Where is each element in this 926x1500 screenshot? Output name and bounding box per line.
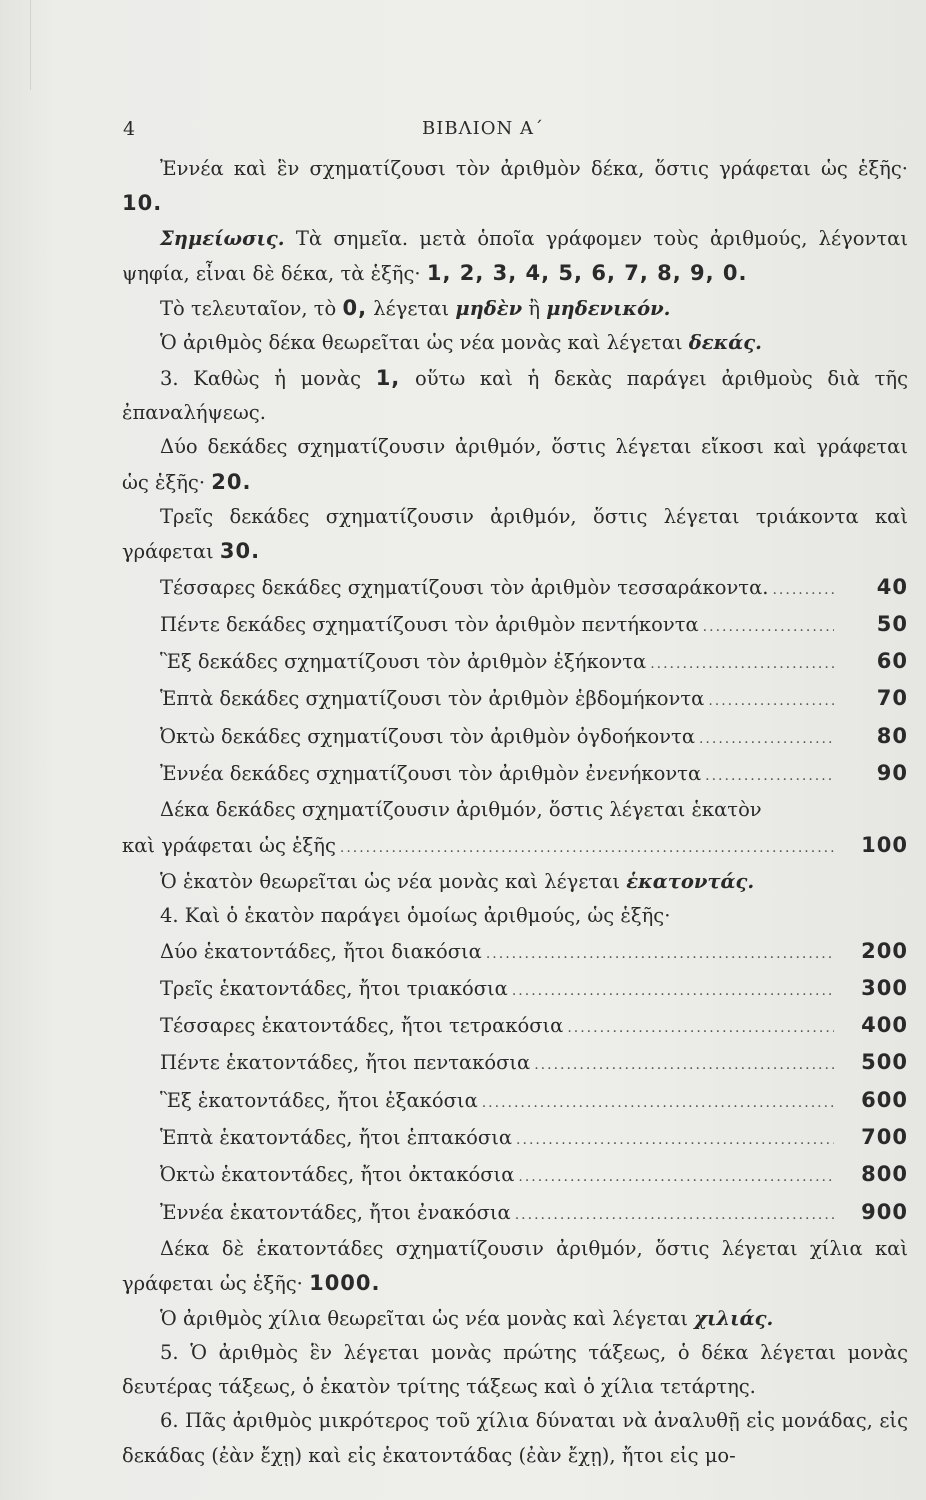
paragraph-section-3 (122, 361, 908, 431)
dot-leader (699, 722, 834, 756)
dot-leader (705, 759, 834, 793)
item-number: 40 (876, 574, 908, 599)
list-item (122, 934, 908, 971)
item-label: Ἓξ δεκάδες σχηματίζουσι τὸν ἀριθμὸν ἑξήκοντα (160, 650, 647, 674)
dot-leader (340, 831, 834, 865)
paragraph-hekatontas (122, 865, 908, 899)
numeral-1: 1, (375, 365, 401, 390)
term-hekatontas: ἑκατοντάς. (626, 869, 755, 893)
item-number: 600 (861, 1087, 908, 1112)
digits-list: 1, 2, 3, 4, 5, 6, 7, 8, 9, 0. (426, 260, 748, 285)
paragraph-twenty (122, 430, 908, 500)
text-segment: ἢ (528, 297, 541, 321)
item-number: 70 (876, 686, 908, 711)
item-label: Πέντε ἑκατοντάδες, ἤτοι πεντακόσια (160, 1051, 531, 1075)
item-label: Ὀκτὼ δεκάδες σχηματίζουσι τὸν ἀριθμὸν ὀγδοήκοντα (160, 724, 695, 748)
dot-leader (708, 684, 834, 718)
dot-leader (515, 1198, 834, 1232)
dot-leader (518, 1160, 834, 1194)
term-chilias: χιλιάς. (694, 1306, 774, 1330)
dot-leader (512, 974, 834, 1008)
item-label: Τέσσαρες δεκάδες σχηματίζουσι τὸν ἀριθμὸν τεσσαράκοντα. (160, 575, 769, 599)
list-item (122, 1195, 908, 1232)
text-segment: Τὸ τελευταῖον, τὸ (160, 297, 337, 321)
numeral-0: 0, (342, 296, 368, 321)
list-item (122, 971, 908, 1008)
dot-leader (516, 1123, 834, 1157)
item-label: καὶ γράφεται ὡς ἑξῆς (122, 833, 336, 857)
item-number: 80 (876, 723, 908, 748)
paragraph-dekas (122, 326, 908, 360)
dot-leader (486, 937, 834, 971)
list-item (122, 570, 908, 607)
item-label: Τέσσαρες ἑκατοντάδες, ἤτοι τετρακόσια (160, 1014, 564, 1038)
term-miden: μηδὲν (455, 297, 523, 321)
paragraph-text: Δέκα δὲ ἑκατοντάδες σχηματίζουσιν ἀριθμόν, ὅστις λέγεται χίλια καὶ γράφεται ὡς ἑξῆς· (122, 1236, 908, 1296)
item-number: 50 (876, 611, 908, 636)
folded-corner (0, 0, 31, 90)
list-item (122, 828, 908, 865)
list-item (122, 644, 908, 681)
paragraph-text: Ὁ ἀριθμὸς χίλια θεωρεῖται ὡς νέα μονὰς καὶ λέγεται (160, 1306, 689, 1330)
paragraph-zero (122, 291, 908, 326)
item-label: Ἑπτὰ δεκάδες σχηματίζουσι τὸν ἀριθμὸν ἑβδομήκοντα (160, 687, 705, 711)
paragraph-thirty (122, 500, 908, 570)
paragraph-chilias (122, 1302, 908, 1336)
paragraph-text: Ἐννέα καὶ ἓν σχηματίζουσι τὸν ἀριθμὸν δέκα, ὅστις γράφεται ὡς ἑξῆς· (160, 157, 908, 180)
list-item (122, 1045, 908, 1082)
item-number: 700 (861, 1125, 908, 1150)
term-midenikon: μηδενικόν. (546, 297, 671, 321)
item-number: 90 (876, 761, 908, 786)
numeral-30: 30. (219, 539, 261, 564)
item-label: Ὀκτὼ ἑκατοντάδες, ἤτοι ὀκτακόσια (160, 1163, 515, 1187)
list-item (122, 607, 908, 644)
list-item (122, 1008, 908, 1045)
item-number: 300 (861, 975, 908, 1000)
dot-leader (703, 610, 834, 644)
list-item (122, 1083, 908, 1120)
list-item (122, 719, 908, 756)
paragraph-text: Τρεῖς δεκάδες σχηματίζουσιν ἀριθμόν, ὅστις λέγεται τριάκοντα καὶ γράφεται (122, 504, 908, 564)
dot-leader (650, 647, 834, 681)
dot-leader (772, 573, 834, 607)
item-number: 800 (861, 1162, 908, 1187)
numeral-10: 10. (122, 191, 163, 216)
list-item (122, 1120, 908, 1157)
item-label: Ἑπτὰ ἑκατοντάδες, ἤτοι ἑπτακόσια (160, 1126, 513, 1150)
page-number: 4 (123, 118, 136, 140)
paragraph-thousand (122, 1232, 908, 1302)
dot-leader (482, 1086, 834, 1120)
item-label: Ἐννέα ἑκατοντάδες, ἤτοι ἐνακόσια (160, 1200, 511, 1224)
numeral-1000: 1000. (309, 1271, 381, 1296)
item-label: Ἐννέα δεκάδες σχηματίζουσι τὸν ἀριθμὸν ἐνενήκοντα (160, 762, 702, 786)
paragraph-text: Τὰ σημεῖα. μετὰ ὁποῖα γράφομεν τοὺς ἀριθμούς, λέγονται ψηφία, εἶναι δὲ δέκα, τὰ ἑξῆς· (122, 226, 908, 285)
item-number: 900 (861, 1199, 908, 1224)
paragraph-hundred-line1: Δέκα δεκάδες σχηματίζουσιν ἀριθμόν, ὅστις λέγεται ἑκατὸν (160, 798, 762, 822)
numeral-20: 20. (211, 469, 252, 494)
list-item (122, 756, 908, 793)
item-number: 100 (861, 832, 908, 857)
item-label: Πέντε δεκάδες σχηματίζουσι τὸν ἀριθμὸν πεντήκοντα (160, 612, 699, 636)
dot-leader (534, 1048, 834, 1082)
paragraph-text: Ὁ ἀριθμὸς δέκα θεωρεῖται ὡς νέα μονὰς καὶ λέγεται (160, 331, 683, 355)
text-segment: 3. Καθὼς ἡ μονὰς (160, 366, 361, 390)
paragraph-section-6: 6. Πᾶς ἀριθμὸς μικρότερος τοῦ χίλια δύναται νὰ ἀναλυθῇ εἰς μονάδας, εἰς δεκάδας (ἐὰν ἔχῃ) καὶ εἰς ἑκατοντάδας (ἐὰν ἔχῃ), ἤτοι εἰς μο- (122, 1409, 908, 1467)
paragraph-section-4: 4. Καὶ ὁ ἑκατὸν παράγει ὁμοίως ἀριθμούς, ὡς ἑξῆς· (160, 904, 671, 928)
note-title: Σημείωσις. (160, 226, 285, 250)
text-segment: λέγεται (373, 297, 450, 321)
text-segment: οὕτω καὶ ἡ δεκὰς παράγει ἀριθμοὺς διὰ τῆς ἐπαναλήψεως. (122, 366, 908, 425)
term-dekas: δεκάς. (688, 331, 762, 355)
dot-leader (567, 1011, 834, 1045)
item-label: Ἓξ ἑκατοντάδες, ἤτοι ἑξακόσια (160, 1088, 478, 1112)
paragraph-note (122, 222, 908, 292)
list-item (122, 1157, 908, 1194)
item-number: 200 (861, 938, 908, 963)
item-label: Δύο ἑκατοντάδες, ἤτοι διακόσια (160, 939, 482, 963)
item-number: 400 (861, 1013, 908, 1038)
item-number: 500 (861, 1050, 908, 1075)
paragraph-ten (122, 152, 908, 222)
paragraph-text: Δύο δεκάδες σχηματίζουσιν ἀριθμόν, ὅστις λέγεται εἴκοσι καὶ γράφεται ὡς ἑξῆς· (122, 435, 908, 494)
paragraph-text: Ὁ ἑκατὸν θεωρεῖται ὡς νέα μονὰς καὶ λέγεται (160, 869, 621, 893)
paragraph-section-5: 5. Ὁ ἀριθμὸς ἓν λέγεται μονὰς πρώτης τάξεως, ὁ δέκα λέγεται μονὰς δευτέρας τάξεως, ὁ ἑκατὸν τρίτης τάξεως καὶ ὁ χίλια τετάρτης. (122, 1340, 908, 1399)
item-number: 60 (876, 649, 908, 674)
item-label: Τρεῖς ἑκατοντάδες, ἤτοι τριακόσια (160, 976, 508, 1000)
page-body (122, 152, 908, 1473)
running-head: ΒΙΒΛΙΟΝ Α΄ (422, 118, 544, 139)
list-item (122, 681, 908, 718)
